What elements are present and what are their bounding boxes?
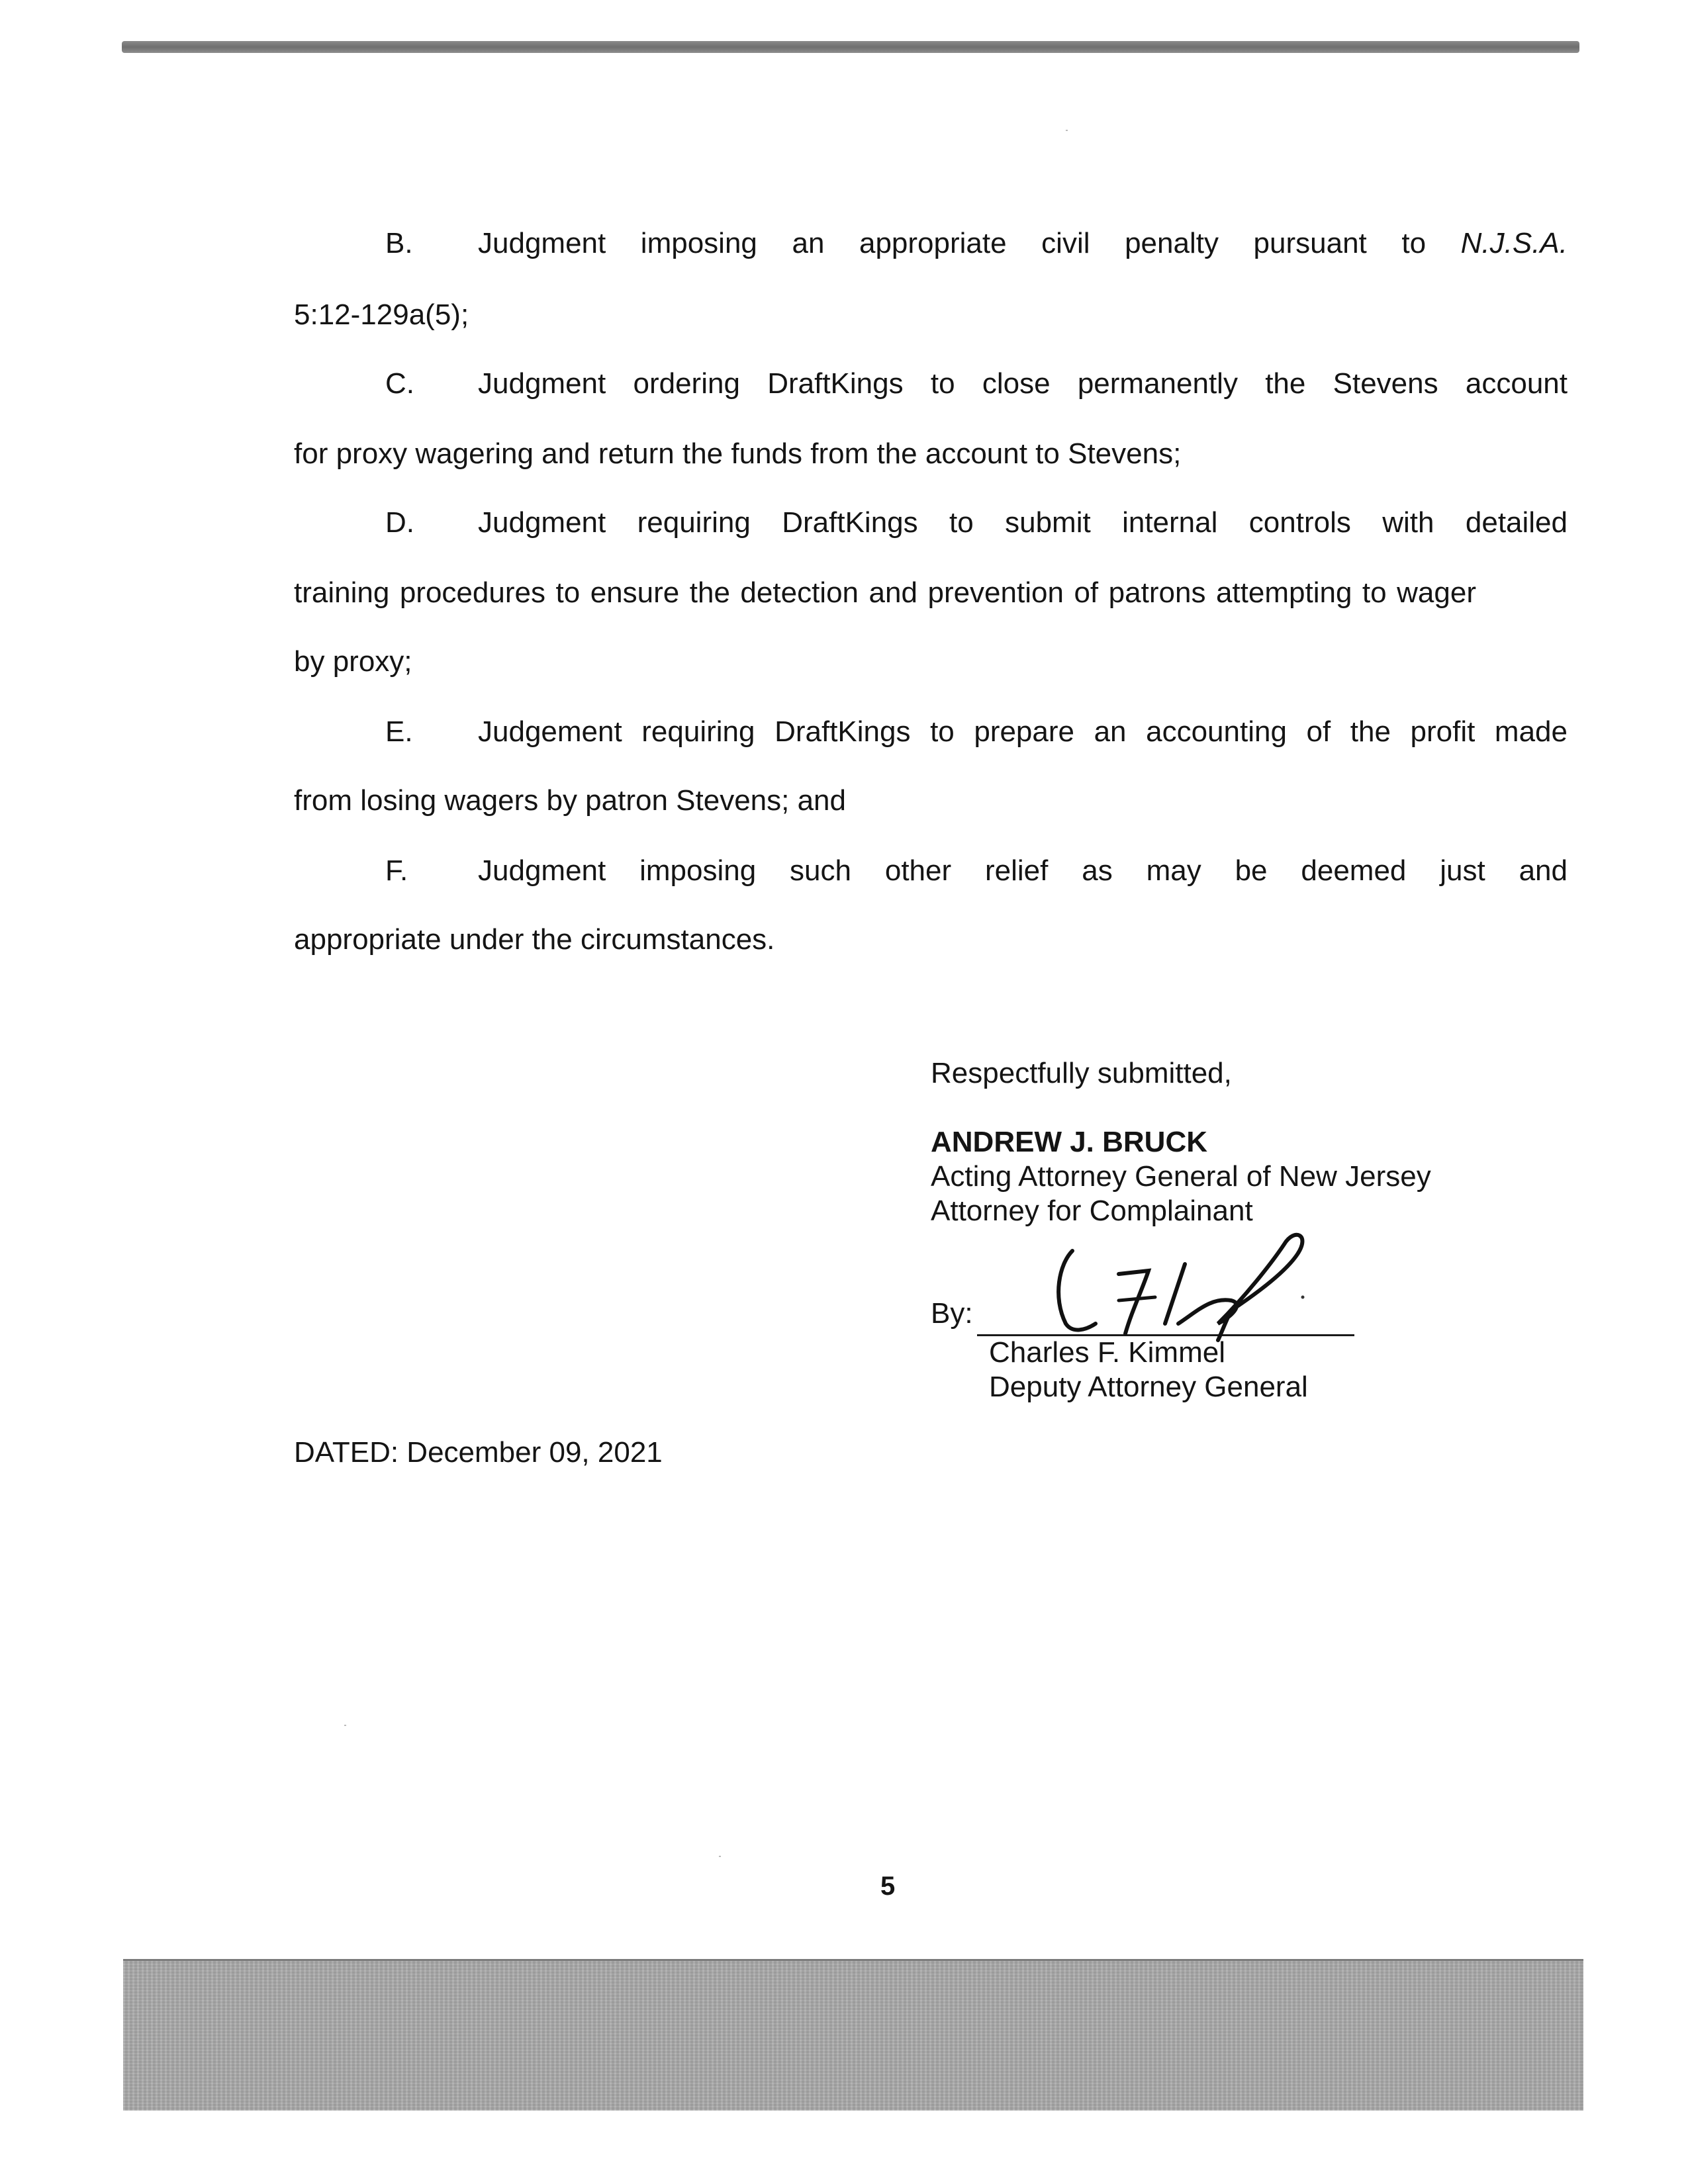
attorney-general-title: Acting Attorney General of New Jersey: [931, 1160, 1431, 1193]
item-d-letter: D.: [385, 506, 414, 539]
item-f-letter: F.: [385, 854, 408, 887]
dated-line: DATED: December 09, 2021: [294, 1436, 663, 1469]
item-c-line-2: for proxy wagering and return the funds from the account to Stevens;: [294, 437, 1182, 470]
scan-top-border: [122, 41, 1579, 53]
item-e-line-2: from losing wagers by patron Stevens; and: [294, 784, 847, 817]
item-f-line-2: appropriate under the circumstances.: [294, 923, 775, 956]
item-b-line-2: 5:12-129a(5);: [294, 298, 469, 331]
item-f-line-1: [294, 851, 1568, 891]
item-d-text: Judgment requiring DraftKings to submit internal controls with detailed: [478, 506, 1568, 539]
item-e-line-1: [294, 712, 1568, 752]
item-b-line-1: [294, 224, 1568, 263]
item-c-letter: C.: [385, 367, 414, 400]
item-d-line-2: training procedures to ensure the detection and prevention of patrons attempting to wager: [294, 576, 1476, 609]
item-b-letter: B.: [385, 227, 413, 259]
item-d-line-3: by proxy;: [294, 645, 412, 678]
scan-bottom-border: [123, 1959, 1583, 2111]
page-number: 5: [880, 1872, 896, 1901]
attorney-general-name: ANDREW J. BRUCK: [931, 1126, 1207, 1158]
item-c-line-1: [294, 364, 1568, 404]
signature-block: [931, 1056, 1431, 1228]
item-e-letter: E.: [385, 715, 413, 748]
attorney-role: Attorney for Complainant: [931, 1195, 1253, 1227]
signer-title: Deputy Attorney General: [989, 1371, 1308, 1403]
item-e-text: Judgement requiring DraftKings to prepare an accounting of the profit made: [478, 715, 1568, 748]
closing-text: Respectfully submitted,: [931, 1057, 1232, 1089]
by-label: By:: [931, 1297, 973, 1330]
signer-block: [989, 1336, 1308, 1404]
scan-speck: [1066, 130, 1068, 131]
item-b-citation: N.J.S.A.: [1460, 227, 1568, 259]
item-f-text: Judgment imposing such other relief as may be deemed just and: [478, 854, 1568, 887]
item-c-text: Judgment ordering DraftKings to close permanently the Stevens account: [478, 367, 1568, 400]
item-d-line-1: [294, 503, 1568, 543]
scan-speck: [719, 1856, 721, 1857]
handwritten-signature: [1033, 1224, 1337, 1343]
scan-speck: [344, 1725, 346, 1726]
item-b-text: Judgment imposing an appropriate civil penalty pursuant to: [478, 227, 1461, 259]
signer-name: Charles F. Kimmel: [989, 1336, 1225, 1369]
